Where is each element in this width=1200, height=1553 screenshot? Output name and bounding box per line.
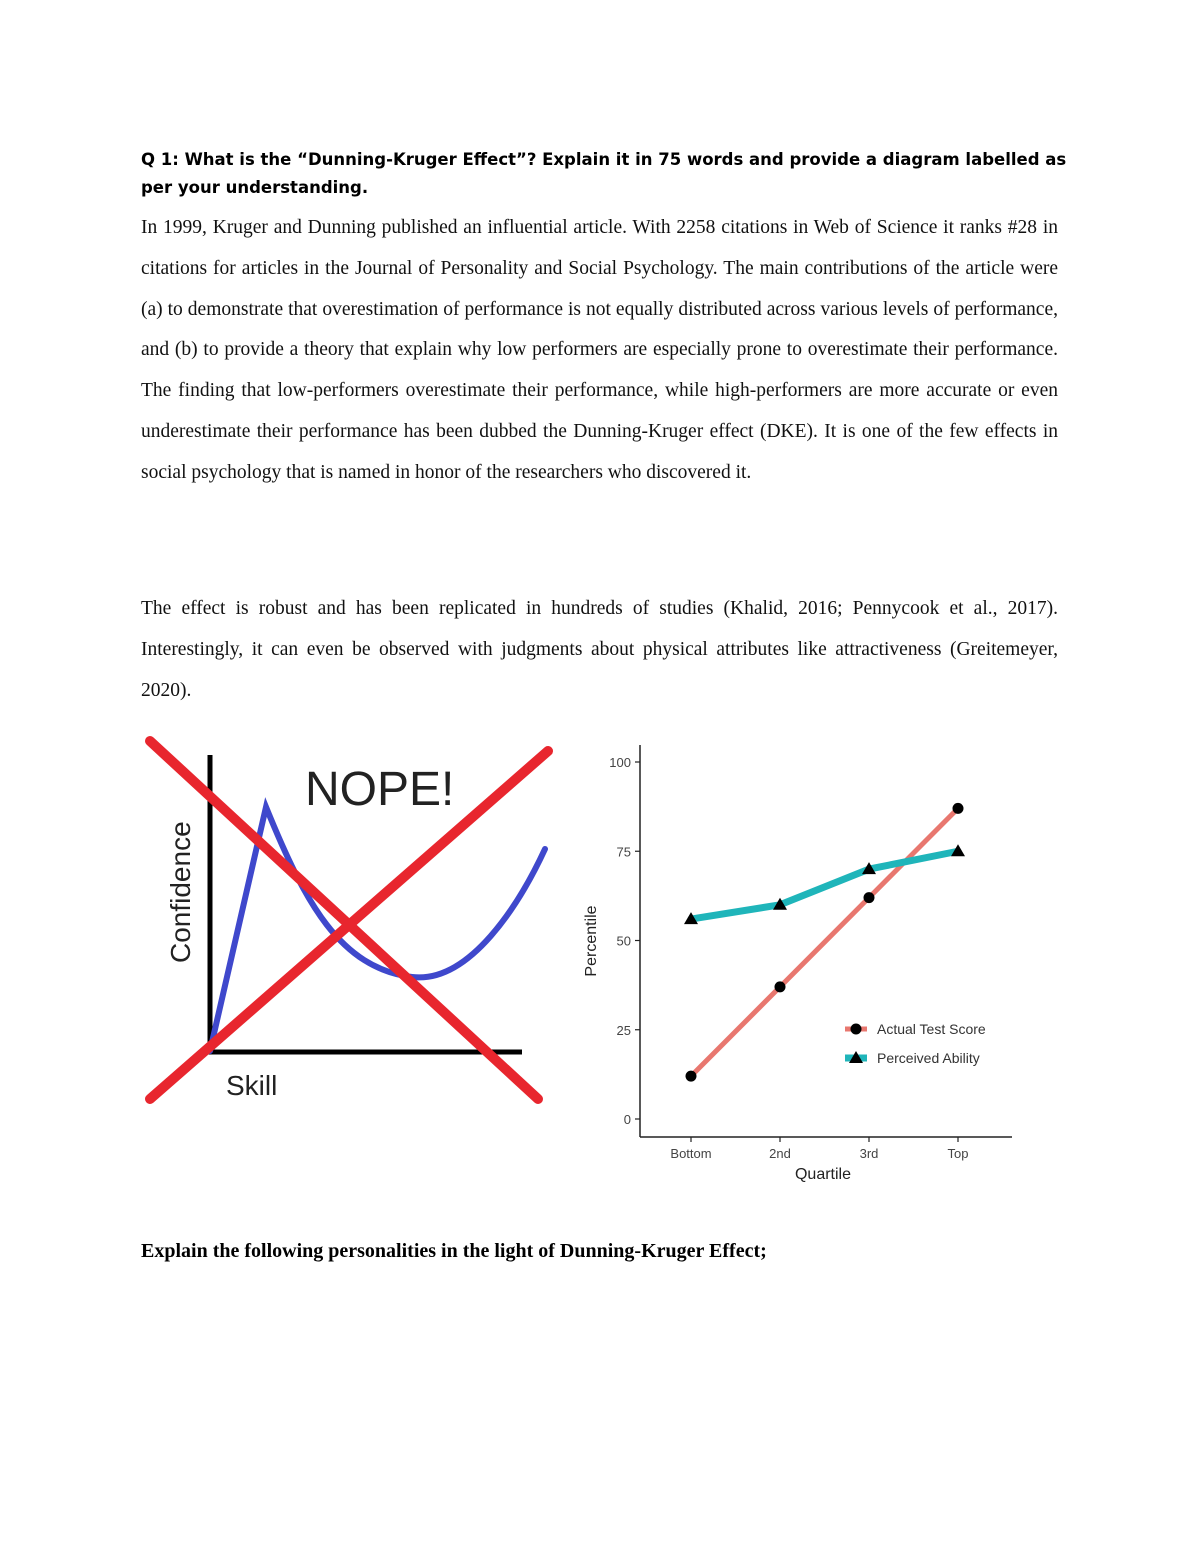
data-point-circle [864, 892, 875, 903]
x-axis-title: Quartile [794, 1166, 852, 1183]
x-tick-label: 2nd [769, 1146, 791, 1161]
confidence-axis-label: Confidence [165, 821, 196, 963]
question-heading: Q 1: What is the “Dunning-Kruger Effect”? Explain it in 75 words and provide a diagram labelled as per your understanding. [141, 150, 1067, 197]
data-point-circle [953, 803, 964, 814]
skill-axis-label: Skill [226, 1070, 278, 1101]
legend-label: Actual Test Score [877, 1021, 986, 1037]
series-layer [684, 803, 965, 1082]
legend-marker-circle [851, 1024, 862, 1035]
y-tick-label: 0 [623, 1112, 631, 1127]
explain-heading: Explain the following personalities in the light of Dunning-Kruger Effect; [141, 1240, 767, 1262]
x-tick-label: Bottom [670, 1146, 712, 1161]
crossed-out-dk-diagram [140, 733, 560, 1105]
x-tick-group [670, 1137, 968, 1161]
legend-label: Perceived Ability [877, 1050, 980, 1066]
y-tick-label: 50 [616, 933, 631, 949]
y-axis-title: Percentile [583, 905, 600, 977]
y-tick-group [609, 755, 640, 1127]
data-point-circle [775, 981, 786, 992]
data-point-circle [686, 1071, 697, 1082]
paragraph-replication: The effect is robust and has been replicated in hundreds of studies (Khalid, 2016; Pennycook et al., 2017). Interestingly, it can even be observed with judgments about physical attributes like attractiveness (Greitemeyer, 2020). [141, 598, 1058, 701]
x-tick-label: Top [947, 1146, 969, 1161]
y-tick-label: 75 [616, 844, 631, 860]
x-tick-label: 3rd [859, 1146, 879, 1161]
chart-legend [845, 1021, 986, 1066]
percentile-chart [570, 735, 1020, 1190]
y-tick-label: 100 [609, 755, 631, 770]
series-line [691, 851, 958, 919]
y-tick-label: 25 [616, 1022, 631, 1038]
nope-title: NOPE! [305, 763, 455, 816]
paragraph-intro: In 1999, Kruger and Dunning published an influential article. With 2258 citations in Web of Science it ranks #28 in citations for articles in the Journal of Personality and Social Psychology. The main contributions of the article were (a) to demonstrate that overestimation of performance is not equally distributed across various levels of performance, and (b) to provide a theory that explain why low performers are especially prone to overestimate their performance. The finding that low-performers overestimate their performance, while high-performers are more accurate or even underestimate their performance has been dubbed the Dunning-Kruger effect (DKE). It is one of the few effects in social psychology that is named in honor of the researchers who discovered it. [141, 217, 1058, 483]
